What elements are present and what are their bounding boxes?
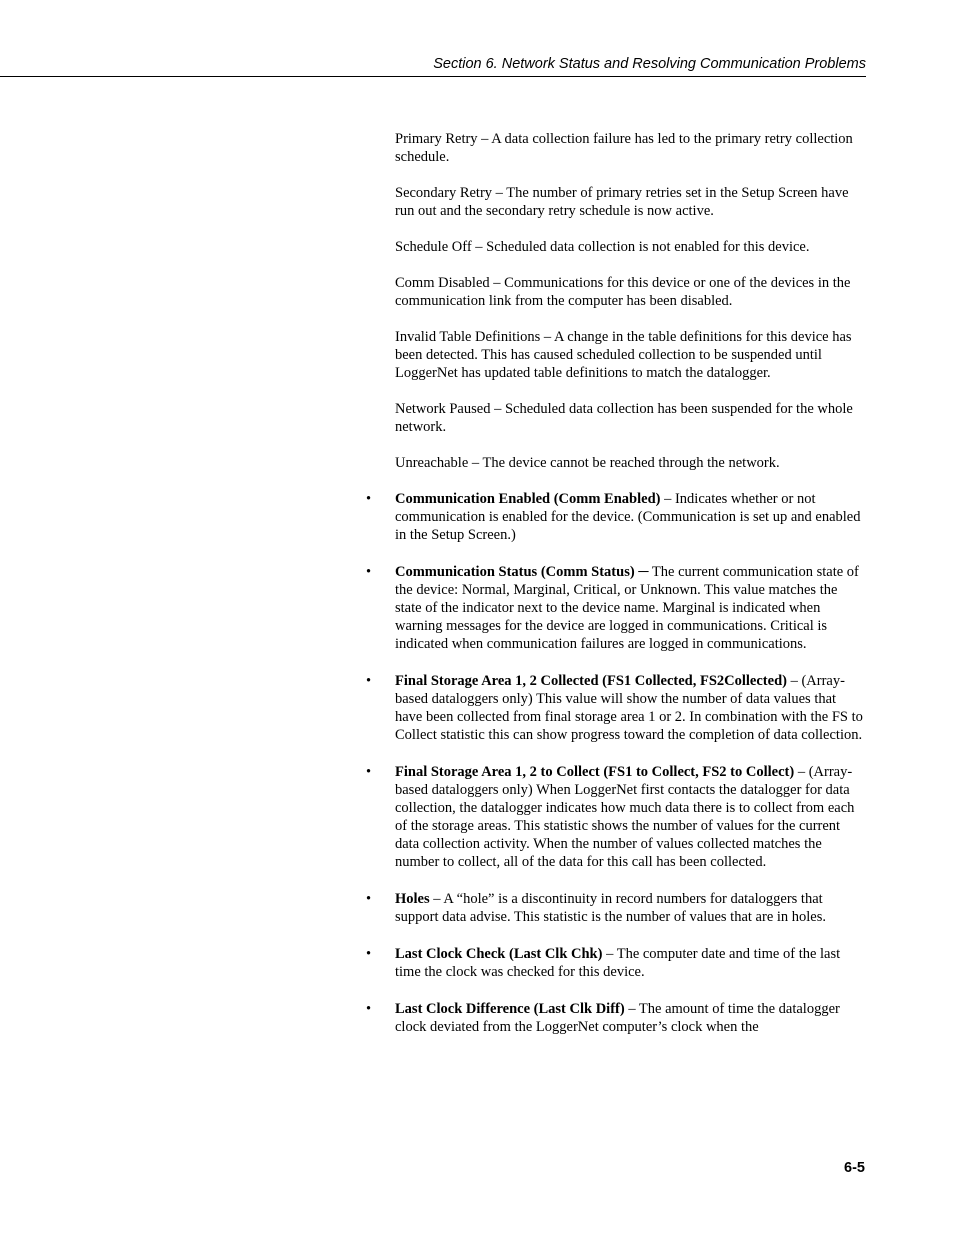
page-number: 6-5: [844, 1160, 865, 1176]
bullet-marker: •: [366, 491, 372, 507]
paragraph-primary-retry: Primary Retry – A data collection failure has led to the primary retry collection schedule.: [395, 131, 853, 165]
body-content: [366, 130, 865, 1055]
bullet-comm-enabled: [366, 490, 865, 544]
section-title: Section 6. Network Status and Resolving Communication Problems: [433, 56, 866, 72]
paragraph-comm-disabled: Comm Disabled – Communications for this device or one of the devices in the communication link from the computer has been disabled.: [395, 275, 851, 309]
bullet-term: Last Clock Difference (Last Clk Diff): [395, 1001, 625, 1017]
bullet-marker: •: [366, 673, 372, 689]
bullet-marker: •: [366, 1001, 372, 1017]
bullet-text: – (Array-based dataloggers only) This value will show the number of data values that have been collected from final storage area 1 or 2. In combination with the FS to Collect statistic this can show progress toward the completion of data collection.: [395, 673, 863, 743]
bullet-holes: [366, 890, 865, 926]
page-header: [0, 52, 866, 77]
bullet-fs-collected: [366, 672, 865, 744]
paragraph-schedule-off: Schedule Off – Scheduled data collection is not enabled for this device.: [395, 239, 810, 255]
bullet-marker: •: [366, 564, 372, 580]
paragraph-secondary-retry: Secondary Retry – The number of primary retries set in the Setup Screen have run out and the secondary retry schedule is now active.: [395, 185, 849, 219]
bullet-term: Communication Enabled (Comm Enabled): [395, 491, 661, 507]
bullet-term: Final Storage Area 1, 2 to Collect (FS1 to Collect, FS2 to Collect): [395, 764, 795, 780]
bullet-text: The current communication state of the device: Normal, Marginal, Critical, or Unknown. This value matches the state of the indicator next to the device name. Marginal is indicated when warning messages for the device are logged in communications. Critical is indicated when communication failures are logged in communications.: [395, 564, 859, 652]
bullet-last-clock-difference: [366, 1000, 865, 1036]
bullet-term: Last Clock Check (Last Clk Chk): [395, 946, 603, 962]
bullet-term: Holes: [395, 891, 430, 907]
bullet-text: – (Array-based dataloggers only) When LoggerNet first contacts the datalogger for data collection, the datalogger indicates how much data there is to collect from each of the storage areas. This statistic shows the number of values for the current data collection activity. When the number of values collected matches the number to collect, all of the data for this call has been collected.: [395, 764, 855, 870]
bullet-text: – The computer date and time of the last time the clock was checked for this device.: [395, 946, 841, 980]
bullet-term: Final Storage Area 1, 2 Collected (FS1 Collected, FS2Collected): [395, 673, 787, 689]
paragraph-network-paused: Network Paused – Scheduled data collection has been suspended for the whole network.: [395, 401, 853, 435]
bullet-marker: •: [366, 764, 372, 780]
bullet-marker: •: [366, 946, 372, 962]
bullet-comm-status: [366, 563, 865, 653]
bullet-term: Communication Status (Comm Status) ─: [395, 564, 649, 580]
bullet-marker: •: [366, 891, 372, 907]
bullet-text: – The amount of time the datalogger clock deviated from the LoggerNet computer’s clock when the: [395, 1001, 840, 1035]
bullet-last-clock-check: [366, 945, 865, 981]
paragraph-unreachable: Unreachable – The device cannot be reached through the network.: [395, 455, 780, 471]
bullet-text: – A “hole” is a discontinuity in record numbers for dataloggers that support data advise. This statistic is the number of values that are in holes.: [395, 891, 827, 925]
bullet-fs-to-collect: [366, 763, 865, 871]
paragraph-invalid-table-definitions: Invalid Table Definitions – A change in the table definitions for this device has been detected. This has caused scheduled collection to be suspended until LoggerNet has updated table definitions to match the datalogger.: [395, 329, 852, 381]
bullet-text: – Indicates whether or not communication is enabled for the device. (Communication is set up and enabled in the Setup Screen.): [395, 491, 861, 543]
